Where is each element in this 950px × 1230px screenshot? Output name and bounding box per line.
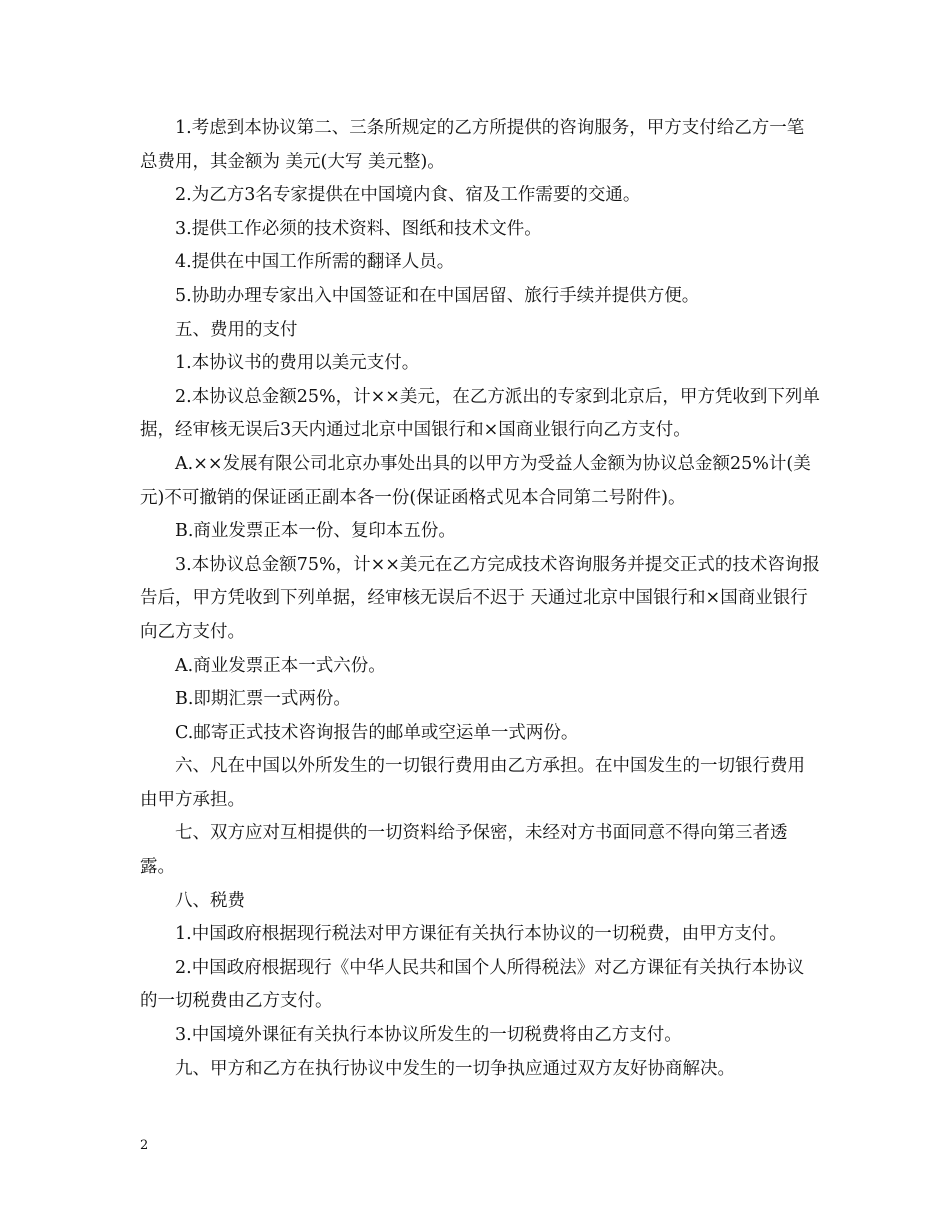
section-heading-payment: 五、费用的支付 (175, 319, 298, 340)
paragraph-4: 4.提供在中国工作所需的翻译人员。 (175, 252, 455, 273)
paragraph-19: 2.中国政府根据现行《中华人民共和国个人所得税法》对乙方课征有关执行本协议的一切税费由乙方支付。 (140, 957, 805, 1012)
page-number: 2 (140, 1138, 149, 1153)
paragraph-14: C.邮寄正式技术咨询报告的邮单或空运单一式两份。 (175, 722, 579, 743)
paragraph-2: 2.为乙方3名专家提供在中国境内食、宿及工作需要的交通。 (175, 185, 641, 206)
paragraph-5: 5.协助办理专家出入中国签证和在中国居留、旅行手续并提供方便。 (175, 285, 700, 306)
document-body (140, 112, 820, 1086)
paragraph-8: 2.本协议总金额25%，计××美元，在乙方派出的专家到北京后，甲方凭收到下列单据，经审核无误后3天内通过北京中国银行和×国商业银行向乙方支付。 (140, 386, 820, 441)
paragraph-9: A.××发展有限公司北京办事处出具的以甲方为受益人金额为协议总金额25%计(美元)不可撤销的保证函正副本各一份(保证函格式见本合同第二号附件)。 (140, 453, 811, 508)
paragraph-3: 3.提供工作必须的技术资料、图纸和技术文件。 (175, 218, 542, 239)
paragraph-18: 1.中国政府根据现行税法对甲方课征有关执行本协议的一切税费，由甲方支付。 (175, 924, 787, 945)
paragraph-12: A.商业发票正本一式六份。 (175, 655, 386, 676)
section-confidentiality: 七、双方应对互相提供的一切资料给予保密，未经对方书面同意不得向第三者透露。 (140, 823, 788, 878)
section-bank-fees: 六、凡在中国以外所发生的一切银行费用由乙方承担。在中国发生的一切银行费用由甲方承担。 (140, 756, 805, 810)
paragraph-10: B.商业发票正本一份、复印本五份。 (175, 521, 456, 542)
section-heading-taxes: 八、税费 (175, 890, 245, 911)
paragraph-1: 1.考虑到本协议第二、三条所规定的乙方所提供的咨询服务，甲方支付给乙方一笔总费用，其金额为 美元(大写 美元整)。 (140, 118, 805, 172)
paragraph-20: 3.中国境外课征有关执行本协议所发生的一切税费将由乙方支付。 (175, 1025, 682, 1046)
section-dispute-resolution: 九、甲方和乙方在执行协议中发生的一切争执应通过双方友好协商解决。 (175, 1058, 735, 1079)
paragraph-11: 3.本协议总金额75%，计××美元在乙方完成技术咨询服务并提交正式的技术咨询报告后，甲方凭收到下列单据，经审核无误后不迟于 天通过北京中国银行和×国商业银行向乙方支付。 (140, 554, 820, 642)
paragraph-13: B.即期汇票一式两份。 (175, 689, 351, 710)
paragraph-7: 1.本协议书的费用以美元支付。 (175, 353, 420, 374)
